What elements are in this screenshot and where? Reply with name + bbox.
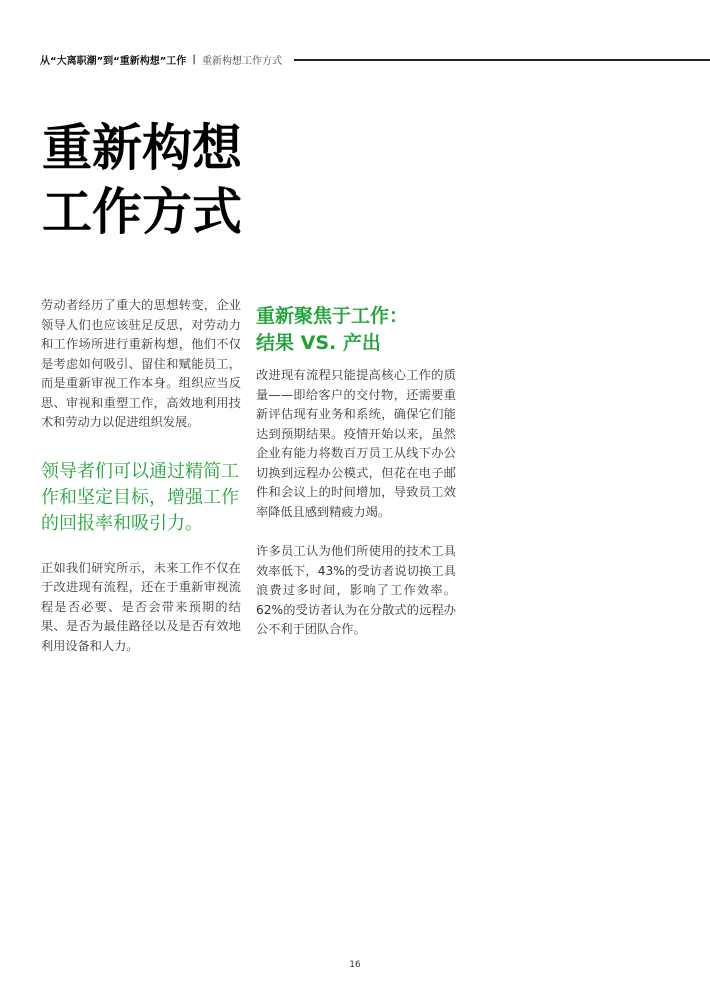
running-header (40, 52, 710, 67)
left-column (41, 296, 241, 656)
left-paragraph-1: 劳动者经历了重大的思想转变，企业领导人们也应该驻足反思，对劳动力和工作场所进行重新构想，他们不仅是考虑如何吸引、留住和赋能员工，而是重新审视工作本身。组织应当反思、审视和重塑工作，高效地利用技术和劳动力以促进组织发展。 (41, 298, 241, 429)
page-number: 16 (349, 960, 361, 970)
page-title (42, 116, 342, 244)
section-heading-line-1: 重新聚焦于工作： (256, 305, 409, 327)
header-section-title: 从“大离职潮”到“重新构想”工作 (40, 56, 187, 67)
section-heading-line-2: 结果 VS. 产出 (256, 332, 381, 354)
pull-quote: 领导者们可以通过精简工作和坚定目标，增强工作的回报率和吸引力。 (41, 460, 239, 534)
section-heading (256, 303, 456, 357)
page-title-line-2: 工作方式 (42, 183, 242, 241)
header-rule (294, 59, 710, 61)
right-paragraph-1: 改进现有流程只能提高核心工作的质量——即给客户的交付物，还需要重新评估现有业务和系统，确保它们能达到预期结果。疫情开始以来，虽然企业有能力将数百万员工从线下办公切换到远程办公模式，但花在电子邮件和会议上的时间增加，导致员工效率降低且感到精疲力竭。 (256, 368, 456, 519)
page-title-line-1: 重新构想 (42, 119, 242, 177)
header-separator: | (192, 54, 196, 65)
left-paragraph-2: 正如我们研究所示，未来工作不仅在于改进现有流程，还在于重新审视流程是否必要、是否会带来预期的结果、是否为最佳路径以及是否有效地利用设备和人力。 (41, 560, 241, 653)
right-column (256, 303, 456, 640)
right-paragraph-2: 许多员工认为他们所使用的技术工具效率低下，43%的受访者说切换工具浪费过多时间，影响了工作效率。62%的受访者认为在分散式的远程办公不利于团队合作。 (256, 544, 456, 636)
header-subsection: 重新构想工作方式 (201, 56, 282, 67)
